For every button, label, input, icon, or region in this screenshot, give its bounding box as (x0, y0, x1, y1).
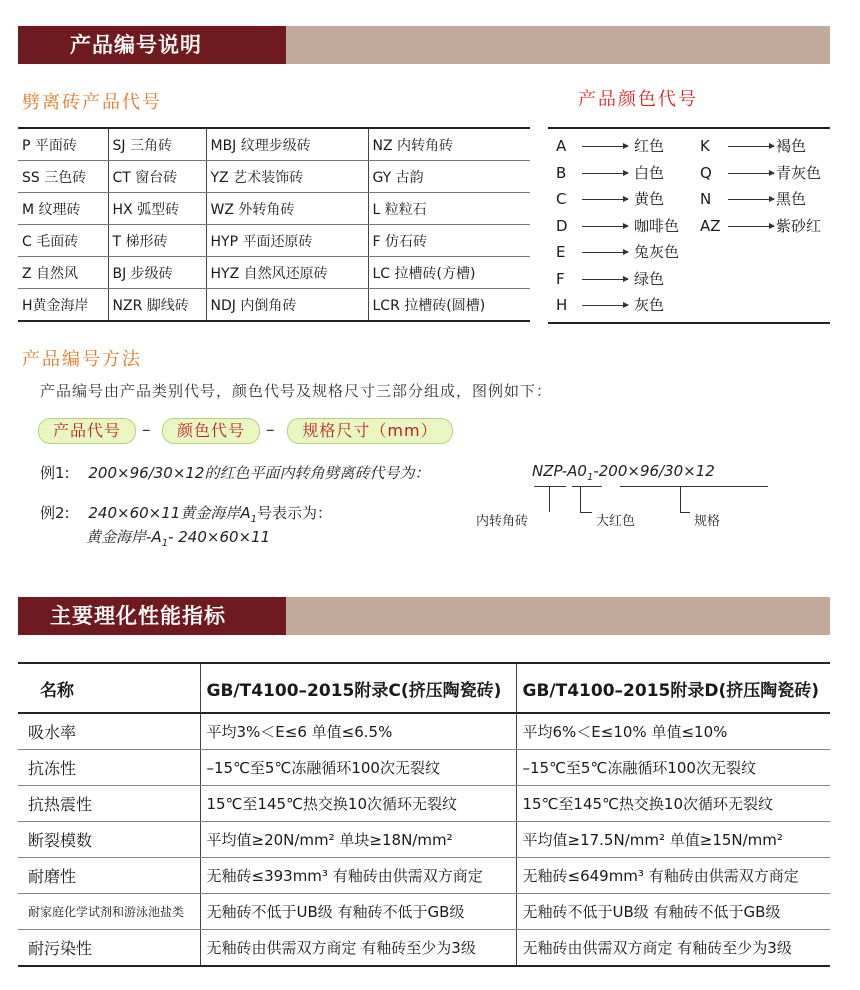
example2-line2-sub: 1 (161, 538, 169, 549)
spec-cell: 平均6%＜E≤10% 单值≤10% (516, 713, 830, 750)
brick-code-cell: CT 窗台砖 (108, 161, 206, 193)
spec-cell: 平均值≥17.5N/mm² 单值≥15N/mm² (516, 822, 830, 858)
brick-code-cell: NZR 脚线砖 (108, 289, 206, 322)
brick-code-title: 劈离砖产品代号 (22, 92, 162, 113)
example2-line2-a: 黄金海岸-A (86, 528, 162, 546)
spec-cell: 平均3%＜E≤6 单值≤6.5% (200, 713, 516, 750)
annot-red: 大红色 (596, 514, 636, 529)
color-name: 青灰色 (776, 163, 822, 182)
color-code-item (700, 162, 850, 184)
arrow-right-icon (728, 199, 774, 200)
spec-cell: 无釉砖≤649mm³ 有釉砖由供需双方商定 (516, 858, 830, 894)
method-title: 产品编号方法 (22, 349, 142, 370)
arrow-right-icon (728, 146, 774, 147)
spec-cell: 无釉砖由供需双方商定 有釉砖至少为3级 (516, 930, 830, 967)
table-row (18, 257, 530, 289)
example2-label: 例2: (40, 504, 70, 522)
brick-code-cell: T 梯形砖 (108, 225, 206, 257)
arrow-right-icon (582, 305, 628, 306)
color-code-letter: A (556, 137, 567, 155)
property-name-cell: 耐磨性 (18, 858, 200, 894)
color-code-letter: C (556, 190, 567, 208)
color-code-item (700, 135, 850, 157)
table-row (18, 894, 830, 930)
brick-code-cell: WZ 外转角砖 (206, 193, 368, 225)
performance-table (18, 662, 830, 967)
color-code-item (556, 162, 706, 184)
color-code-box (548, 127, 830, 324)
brick-code-cell: L 粒粒石 (368, 193, 530, 225)
color-name: 咖啡色 (634, 216, 680, 235)
example2-line2-b: - 240×60×11 (168, 528, 271, 546)
color-name: 白色 (634, 163, 665, 182)
color-code-item (700, 188, 850, 210)
bracket-color-tail (580, 512, 592, 513)
brick-code-cell: BJ 步级砖 (108, 257, 206, 289)
spec-cell: 无釉砖不低于UB级 有釉砖不低于GB级 (516, 894, 830, 930)
table-header-row (18, 663, 830, 713)
underline-nzp (534, 486, 566, 487)
property-name-cell: 断裂模数 (18, 822, 200, 858)
example2-text-b: 号表示为： (256, 504, 332, 522)
example1-text: 200×96/30×12的红色平面内转角劈离砖代号为： (88, 464, 430, 482)
brick-code-cell: F 仿石砖 (368, 225, 530, 257)
spec-cell: 15℃至145℃热交换10次循环无裂纹 (516, 786, 830, 822)
color-name: 紫砂红 (776, 216, 822, 235)
example2-text-a: 240×60×11黄金海岸A (88, 504, 251, 522)
property-name-cell: 耐家庭化学试剂和游泳池盐类 (18, 894, 200, 930)
table-row (18, 786, 830, 822)
brick-code-cell: GY 古韵 (368, 161, 530, 193)
brick-code-cell: HX 弧型砖 (108, 193, 206, 225)
method-description: 产品编号由产品类别代号，颜色代号及规格尺寸三部分组成，图例如下： (40, 382, 553, 400)
annot-size: 规格 (694, 514, 721, 529)
arrow-right-icon (582, 279, 628, 280)
section-banner-product-code (18, 26, 830, 64)
arrow-right-icon (728, 226, 774, 227)
table-row (18, 858, 830, 894)
pill-dash: – (142, 420, 151, 440)
color-code-item (556, 241, 706, 263)
example1-code-part1: NZP-A0 (532, 462, 587, 480)
bracket-size-tail (680, 512, 690, 513)
brick-code-cell: NZ 内转角砖 (368, 128, 530, 161)
underline-color (572, 486, 602, 487)
header-appendix-c: GB/T4100–2015附录C(挤压陶瓷砖) (200, 663, 516, 713)
color-code-item (556, 188, 706, 210)
color-code-item (556, 215, 706, 237)
arrow-right-icon (582, 199, 628, 200)
pill-product-code: 产品代号 (38, 418, 136, 444)
color-name: 灰色 (634, 296, 665, 314)
color-code-letter: B (556, 163, 567, 182)
brick-code-cell: P 平面砖 (18, 128, 108, 161)
color-code-letter: N (700, 190, 712, 208)
example2-line2 (86, 526, 270, 549)
spec-cell: 15℃至145℃热交换10次循环无裂纹 (200, 786, 516, 822)
arrow-right-icon (582, 173, 628, 174)
section-title: 主要理化性能指标 (50, 604, 226, 628)
brick-code-cell: SJ 三角砖 (108, 128, 206, 161)
brick-code-cell: SS 三色砖 (18, 161, 108, 193)
pill-color-code: 颜色代号 (162, 418, 260, 444)
property-name-cell: 吸水率 (18, 713, 200, 750)
property-name-cell: 耐污染性 (28, 939, 93, 958)
table-row (18, 930, 830, 967)
table-row (18, 750, 830, 786)
arrow-right-icon (582, 226, 628, 227)
brick-code-cell: LCR 拉槽砖(圆槽) (368, 289, 530, 322)
spec-cell: –15℃至5℃冻融循环100次无裂纹 (516, 750, 830, 786)
color-name: 褐色 (776, 137, 807, 155)
color-code-letter: Q (700, 163, 712, 182)
table-row (18, 289, 530, 322)
bracket-size (680, 486, 681, 512)
color-code-letter: H (556, 296, 568, 314)
bracket-nzp (549, 486, 550, 512)
color-name: 红色 (634, 137, 665, 155)
color-code-item (556, 268, 706, 290)
property-name-cell: 抗冻性 (18, 750, 200, 786)
example1-code (532, 462, 715, 483)
spec-cell: 无釉砖≤393mm³ 有釉砖由供需双方商定 (200, 858, 516, 894)
example1-code-sub: 1 (586, 472, 594, 483)
arrow-right-icon (582, 252, 628, 253)
color-code-letter: K (700, 137, 710, 155)
section-banner-performance (18, 597, 830, 635)
example2-sub: 1 (250, 514, 257, 525)
table-row (18, 225, 530, 257)
table-row (18, 822, 830, 858)
brick-code-cell: HYZ 自然风还原砖 (206, 257, 368, 289)
table-row (18, 161, 530, 193)
brick-code-cell: YZ 艺术装饰砖 (206, 161, 368, 193)
section-title: 产品编号说明 (70, 33, 202, 57)
pill-dash: – (266, 420, 275, 440)
example1-label: 例1: (40, 464, 70, 482)
brick-code-table (18, 127, 530, 322)
spec-cell: 平均值≥20N/mm² 单块≥18N/mm² (200, 822, 516, 858)
table-row (18, 128, 530, 161)
annot-inner-corner: 内转角砖 (476, 514, 529, 529)
header-name: 名称 (18, 663, 200, 713)
example2-line1 (40, 502, 332, 525)
arrow-right-icon (728, 173, 774, 174)
brick-code-cell: H黄金海岸 (18, 289, 108, 322)
spec-cell: 无釉砖不低于UB级 有釉砖不低于GB级 (200, 894, 516, 930)
color-code-item (556, 294, 706, 316)
color-code-title: 产品颜色代号 (578, 89, 698, 110)
color-code-letter: AZ (700, 216, 721, 235)
table-row (18, 713, 830, 750)
table-row (18, 193, 530, 225)
spec-cell: 无釉砖由供需双方商定 有釉砖至少为3级 (200, 930, 516, 967)
color-code-letter: E (556, 243, 566, 261)
color-name: 兔灰色 (634, 243, 680, 261)
color-code-item (556, 135, 706, 157)
brick-code-cell: LC 拉槽砖(方槽) (368, 257, 530, 289)
brick-code-cell: NDJ 内倒角砖 (206, 289, 368, 322)
header-appendix-d: GB/T4100–2015附录D(挤压陶瓷砖) (516, 663, 830, 713)
color-name: 绿色 (634, 269, 665, 288)
bracket-color (580, 486, 581, 512)
brick-code-cell: M 纹理砖 (18, 193, 108, 225)
color-code-letter: D (556, 216, 568, 235)
example1-line (40, 462, 429, 483)
brick-code-cell: C 毛面砖 (18, 225, 108, 257)
brick-code-cell: HYP 平面还原砖 (206, 225, 368, 257)
color-code-letter: F (556, 269, 565, 288)
brick-code-cell: MBJ 纹理步级砖 (206, 128, 368, 161)
color-name: 黑色 (776, 190, 807, 208)
underline-size (620, 486, 768, 487)
spec-cell: –15℃至5℃冻融循环100次无裂纹 (200, 750, 516, 786)
color-name: 黄色 (634, 190, 665, 208)
color-code-item (700, 215, 850, 237)
property-name-cell: 抗热震性 (18, 786, 200, 822)
arrow-right-icon (582, 146, 628, 147)
brick-code-cell: Z 自然风 (18, 257, 108, 289)
pill-size: 规格尺寸（mm） (287, 418, 453, 444)
example1-code-part2: -200×96/30×12 (593, 462, 715, 480)
